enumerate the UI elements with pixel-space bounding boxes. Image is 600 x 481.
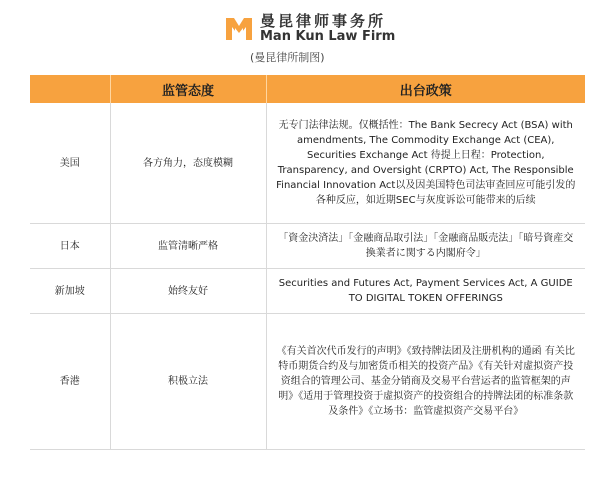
region-cell: 新加坡 bbox=[30, 269, 110, 314]
attitude-cell: 始终友好 bbox=[110, 269, 266, 314]
attitude-cell: 各方角力，态度模糊 bbox=[110, 103, 266, 224]
image-credit: (曼昆律所制图) bbox=[250, 51, 325, 64]
header-region bbox=[30, 75, 110, 103]
policy-cell: 无专门法律法规。仅概括性：The Bank Secrecy Act (BSA) with amendments, The Commodity Exchange Act (CEA), Securities Exchange Act 待提上日程：Protection, Transparency, and Oversight (CRPTO) Act, The Responsible Financial Innovation Act以及因美国特色司法审查回应可能引发的各种反应，如近期SEC与灰度诉讼可能带来的后续 bbox=[266, 103, 585, 224]
brand-name-en: Man Kun Law Firm bbox=[260, 29, 396, 44]
regulation-comparison-table bbox=[30, 75, 585, 450]
header bbox=[0, 0, 600, 72]
region-cell: 香港 bbox=[30, 314, 110, 450]
table-row bbox=[30, 224, 585, 269]
brand-name-cn: 曼昆律师事务所 bbox=[260, 12, 387, 30]
attitude-cell: 监管清晰严格 bbox=[110, 224, 266, 269]
table-row bbox=[30, 314, 585, 450]
mankun-logo-icon bbox=[224, 14, 254, 44]
table-row bbox=[30, 103, 585, 224]
policy-cell: 「資金決済法」「金融商品取引法」「金融商品販売法」「暗号資産交換業者に関する内閣府令」 bbox=[266, 224, 585, 269]
header-policy: 出台政策 bbox=[266, 75, 585, 103]
table-header-row bbox=[30, 75, 585, 103]
policy-cell: 《有关首次代币发行的声明》《致持牌法团及注册机构的通函 有关比特币期货合约及与加密货币相关的投资产品》《有关针对虚拟资产投资组合的管理公司、基金分销商及交易平台营运者的监管框架的声明》《适用于管理投资于虚拟资产的投资组合的持牌法团的标准条款及条件》《立场书：监管虚拟资产交易平台》 bbox=[266, 314, 585, 450]
attitude-cell: 积极立法 bbox=[110, 314, 266, 450]
region-cell: 美国 bbox=[30, 103, 110, 224]
table-row bbox=[30, 269, 585, 314]
region-cell: 日本 bbox=[30, 224, 110, 269]
policy-cell: Securities and Futures Act, Payment Services Act, A GUIDE TO DIGITAL TOKEN OFFERINGS bbox=[266, 269, 585, 314]
header-attitude: 监管态度 bbox=[110, 75, 266, 103]
